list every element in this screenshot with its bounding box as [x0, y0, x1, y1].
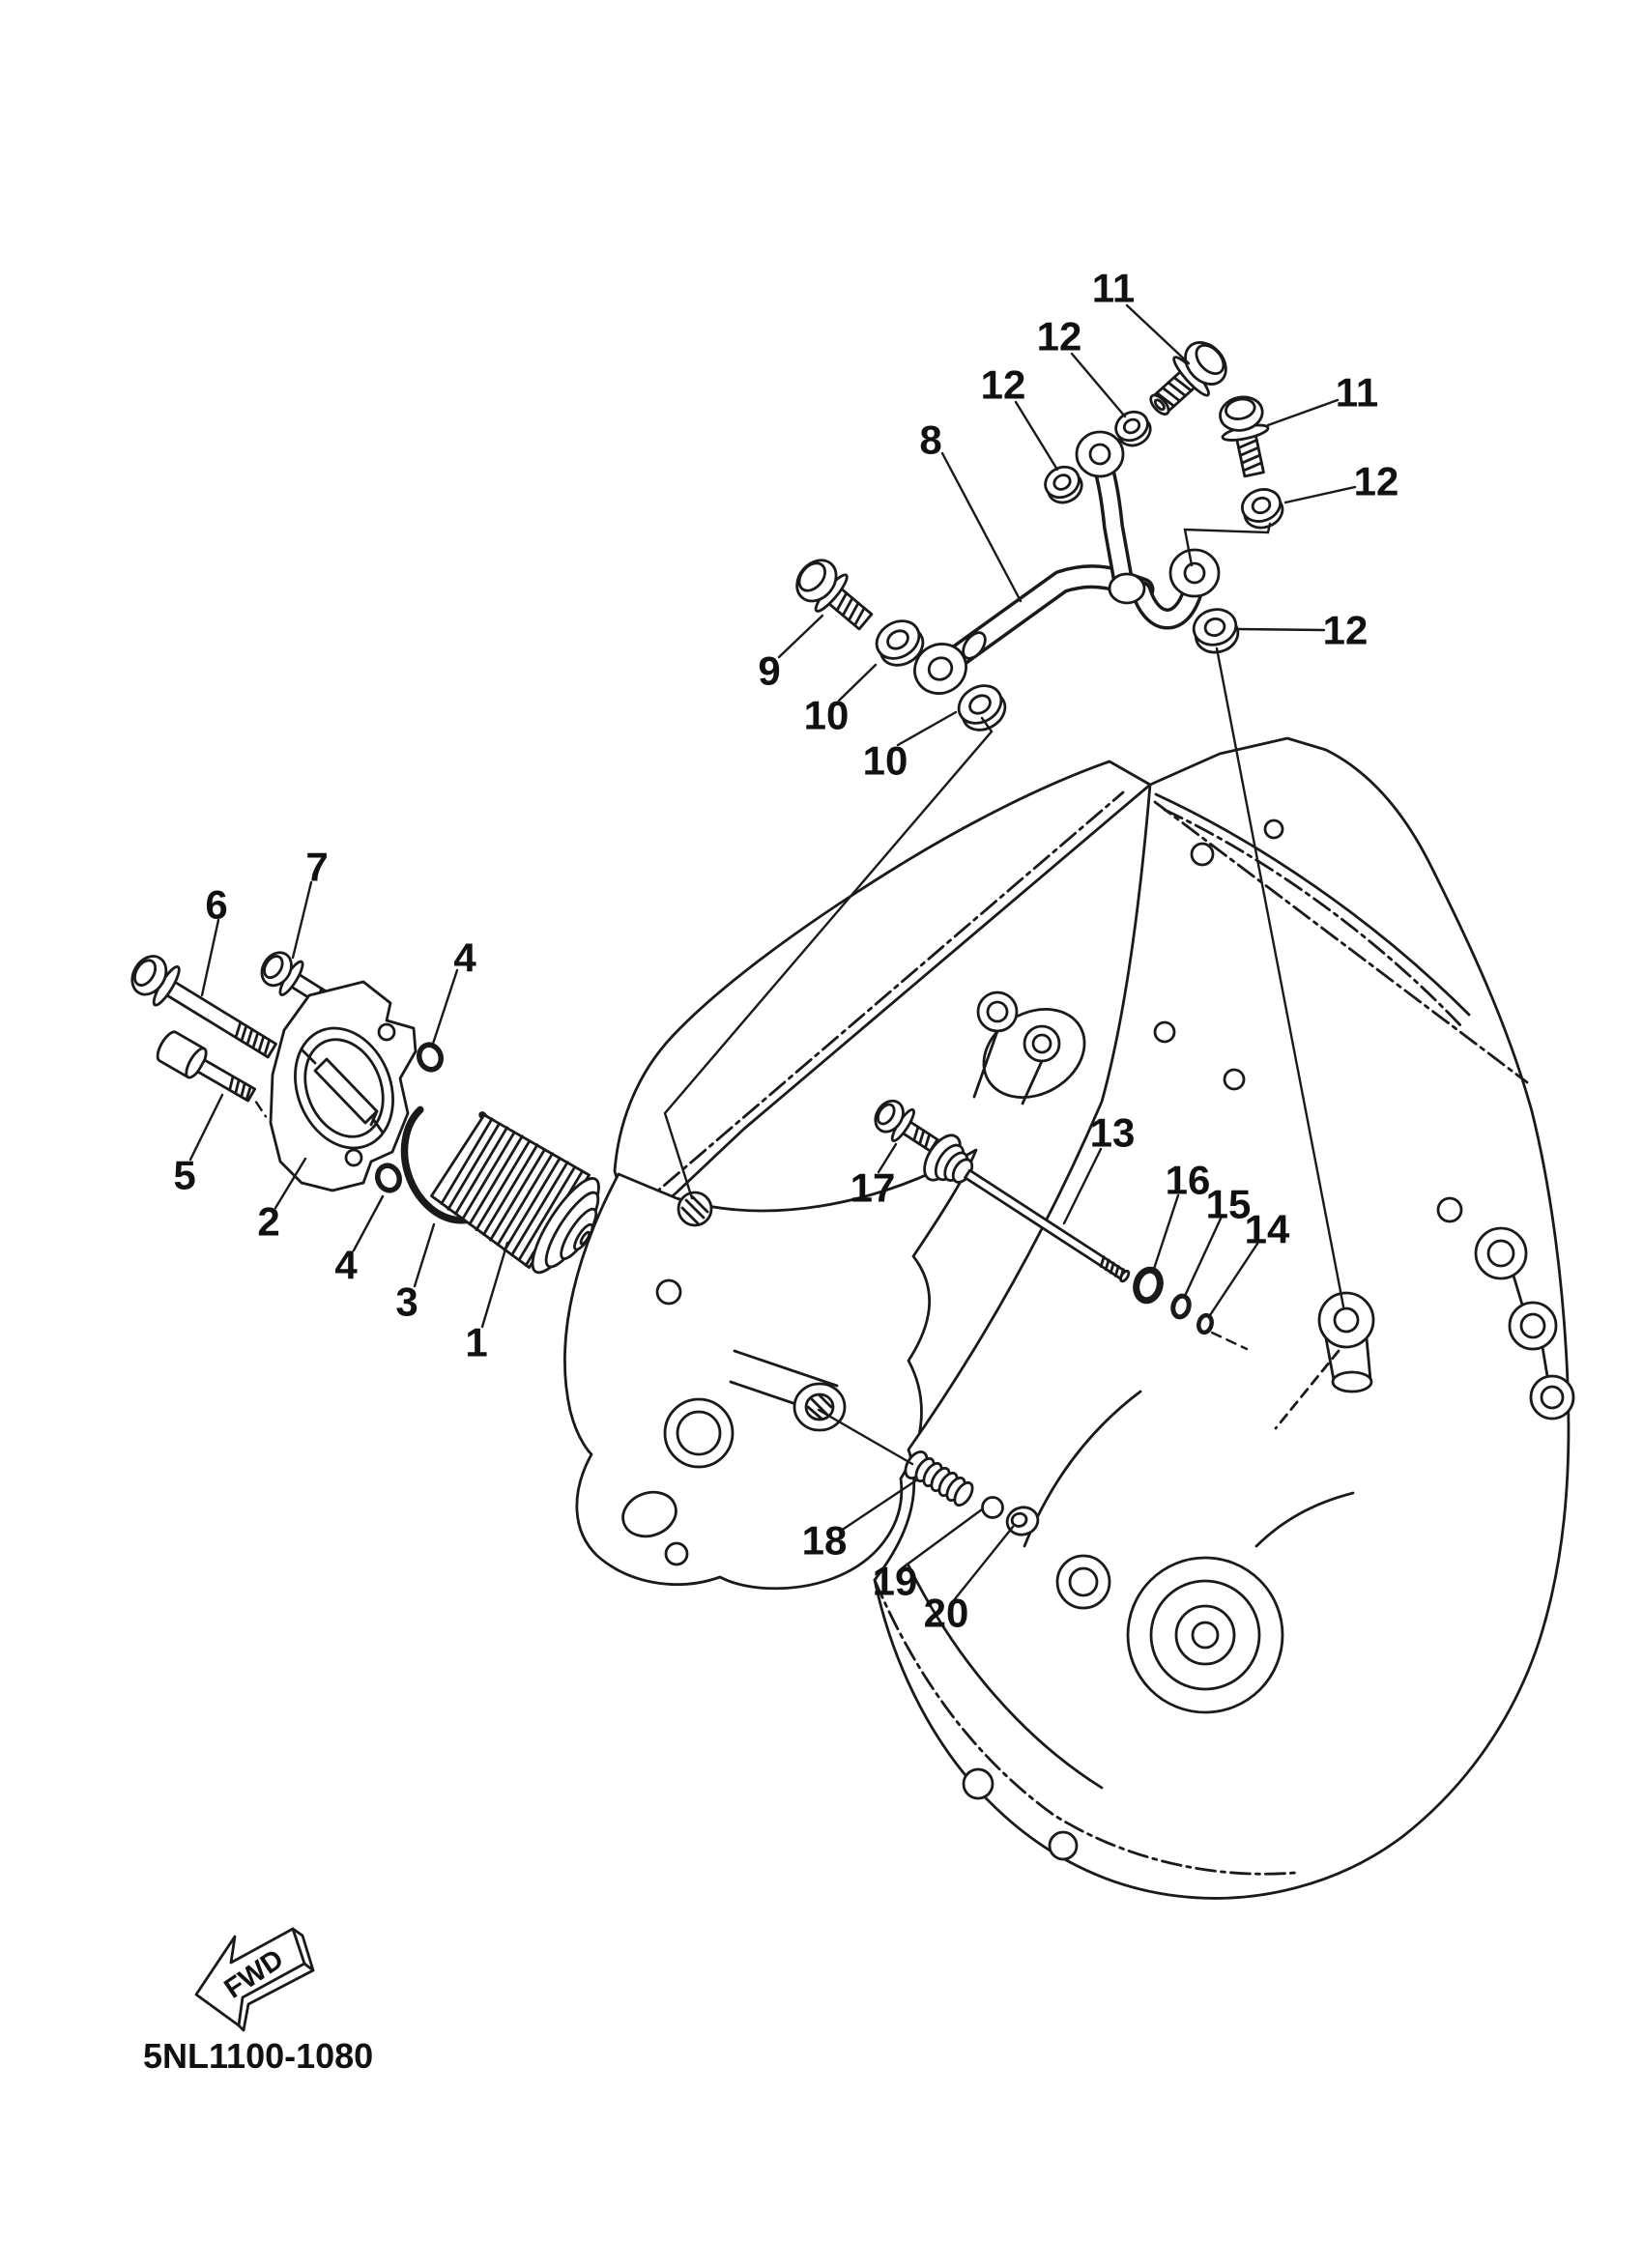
callout-11-a: 11 [1091, 265, 1136, 311]
banjo-eye-right [1170, 550, 1219, 596]
washer-12b [1040, 461, 1087, 508]
fwd-arrow [196, 1929, 313, 2030]
cover-ring-bosses [967, 991, 1100, 1115]
filter-cover [271, 982, 416, 1191]
callout-6: 6 [205, 881, 228, 928]
callout-5: 5 [173, 1152, 196, 1198]
callout-14: 14 [1244, 1206, 1290, 1252]
callout-15: 15 [1205, 1181, 1252, 1227]
callout-18: 18 [801, 1517, 848, 1564]
bolt-9 [789, 552, 880, 640]
callout-3: 3 [395, 1278, 418, 1325]
callout-12-d: 12 [1322, 607, 1369, 653]
oil-passage-bore [794, 1384, 845, 1430]
pipe-mount-bore [678, 1192, 711, 1225]
banjo-eye-top [1077, 432, 1123, 476]
callout-10-b: 10 [862, 737, 908, 784]
callout-19: 19 [872, 1558, 918, 1604]
o-ring-4b [374, 1163, 403, 1193]
washer-10b [952, 678, 1012, 737]
callout-13: 13 [1089, 1109, 1136, 1156]
callout-12-c: 12 [1353, 458, 1399, 504]
bolt-11b [1215, 393, 1277, 479]
callout-17: 17 [850, 1164, 896, 1211]
fwd-label: FWD [218, 1943, 290, 2005]
main-bearing-bore [1128, 1558, 1283, 1712]
callout-4-b: 4 [334, 1242, 358, 1288]
callout-8: 8 [919, 416, 942, 463]
callout-12-b: 12 [980, 361, 1026, 408]
callout-4-a: 4 [453, 934, 476, 981]
callout-12-a: 12 [1036, 313, 1082, 359]
pipe-junction [1110, 574, 1144, 603]
callout-10-a: 10 [803, 692, 850, 738]
callout-1: 1 [465, 1319, 488, 1365]
callout-20: 20 [923, 1590, 969, 1636]
ball-19 [983, 1498, 1003, 1518]
figure-code: 5NL1100-1080 [143, 2036, 374, 2076]
callout-9: 9 [758, 647, 781, 694]
callout-7: 7 [305, 844, 329, 890]
o-ring-4a [416, 1042, 445, 1073]
callout-16: 16 [1165, 1157, 1211, 1203]
washer-12c [1238, 484, 1287, 532]
callout-11-b: 11 [1335, 369, 1379, 416]
callout-2: 2 [257, 1198, 280, 1245]
